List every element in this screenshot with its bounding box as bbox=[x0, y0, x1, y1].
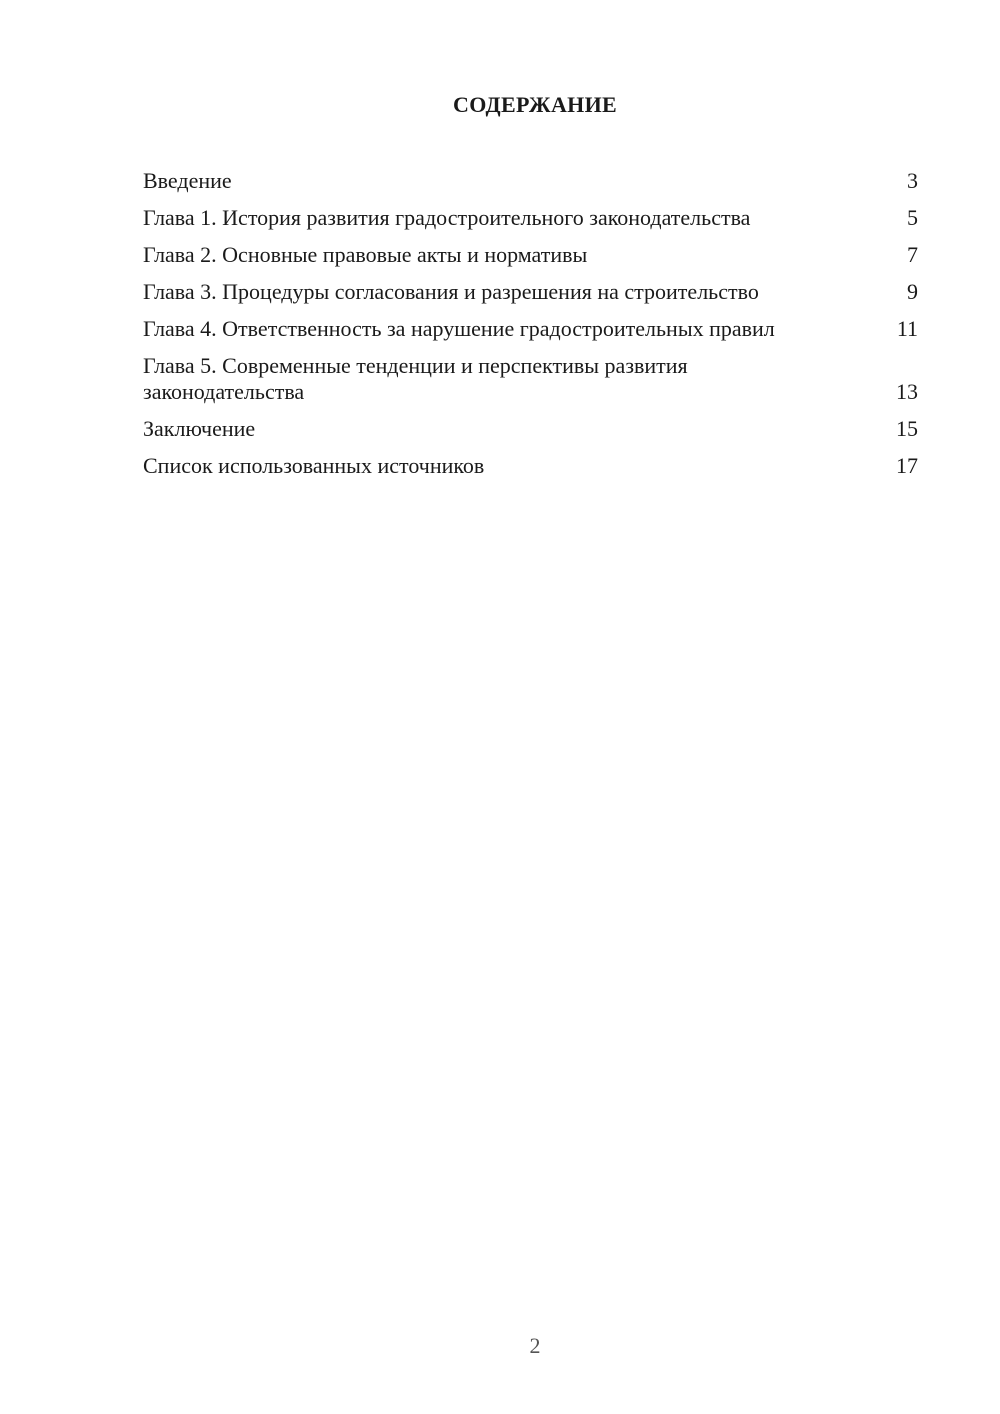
toc-entry-chapter-2 bbox=[143, 242, 918, 268]
toc-entry-introduction bbox=[143, 168, 918, 194]
toc-entry-page: 3 bbox=[907, 168, 918, 193]
toc-entry-references bbox=[143, 453, 918, 479]
toc-entry-conclusion bbox=[143, 416, 918, 442]
toc-entry-page: 9 bbox=[907, 279, 918, 304]
toc-entry-page: 15 bbox=[896, 416, 918, 441]
toc-entry-title: Глава 5. Современные тенденции и перспективы развития законодательства bbox=[143, 353, 688, 404]
toc-entry-chapter-1 bbox=[143, 205, 918, 231]
toc-entry-chapter-4 bbox=[143, 316, 918, 342]
toc-entry-title: Глава 3. Процедуры согласования и разрешения на строительство bbox=[143, 279, 759, 304]
toc-entry-chapter-5 bbox=[143, 353, 918, 405]
page-number: 2 bbox=[529, 1333, 541, 1358]
page-title: СОДЕРЖАНИЕ bbox=[453, 92, 617, 117]
toc-entry-chapter-3 bbox=[143, 279, 918, 305]
toc-entry-page: 7 bbox=[907, 242, 918, 267]
toc-entry-title: Заключение bbox=[143, 416, 256, 441]
toc-entry-title: Список использованных источников bbox=[143, 453, 485, 478]
toc-entry-title: Глава 2. Основные правовые акты и нормативы bbox=[143, 242, 588, 267]
table-of-contents bbox=[143, 168, 918, 490]
toc-entry-page: 17 bbox=[896, 453, 918, 478]
toc-entry-page: 11 bbox=[896, 316, 918, 341]
toc-entry-title: Введение bbox=[143, 168, 232, 193]
toc-entry-page: 13 bbox=[896, 379, 918, 404]
toc-entry-title: Глава 4. Ответственность за нарушение градостроительных правил bbox=[143, 316, 775, 341]
toc-entry-page: 5 bbox=[907, 205, 918, 230]
toc-entry-title: Глава 1. История развития градостроительного законодательства bbox=[143, 205, 751, 230]
